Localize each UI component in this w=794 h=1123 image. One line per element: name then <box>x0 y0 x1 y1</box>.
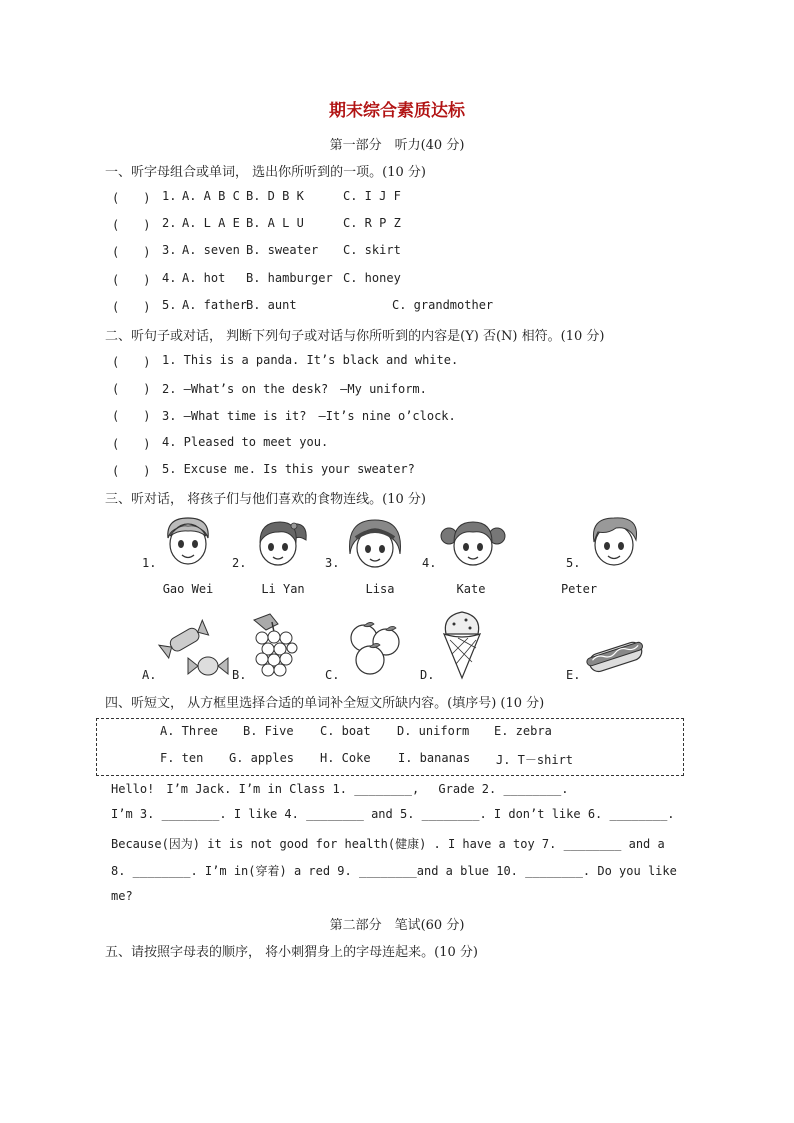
food-letter: A. <box>142 668 157 682</box>
hot-dog-icon <box>584 634 646 676</box>
statement-item: 5. Excuse me. Is this your sweater? <box>162 462 415 476</box>
kid-number: 1. <box>142 556 157 570</box>
answer-parentheses: ( ) <box>112 300 151 314</box>
kid-number: 3. <box>325 556 340 570</box>
option-c: C. I J F <box>343 189 401 203</box>
answer-parentheses: ( ) <box>112 218 151 232</box>
food-letter: B. <box>232 668 247 682</box>
sec2-heading: 二、听句子或对话， 判断下列句子或对话与你所听到的内容是(Y) 否(N) 相符。(10 分) <box>105 329 605 344</box>
food-letter: D. <box>420 668 435 682</box>
answer-parentheses: ( ) <box>112 382 151 396</box>
statement-item: 1. This is a panda. It’s black and white. <box>162 353 459 367</box>
option-b: B. sweater <box>246 243 319 257</box>
passage-line: I’m 3. ________. I like 4. ________ and 5. ________. I don’t like 6. ________. <box>111 807 675 821</box>
kid-name: Peter <box>560 582 598 596</box>
candy-icon <box>156 618 234 680</box>
word-option: B. Five <box>243 724 294 738</box>
answer-parentheses: ( ) <box>112 273 151 287</box>
statement-item: 3. —What time is it? —It’s nine o’clock. <box>162 409 456 423</box>
kid-name: Kate <box>456 582 486 596</box>
statement-item: 2. —What’s on the desk? —My uniform. <box>162 382 427 396</box>
option-a: A. father <box>182 298 248 312</box>
word-option: I. bananas <box>398 751 471 765</box>
word-option: E. zebra <box>494 724 552 738</box>
option-a: A. L A E <box>182 216 240 230</box>
option-a: A. seven <box>182 243 240 257</box>
answer-parentheses: ( ) <box>112 191 151 205</box>
kid-number: 2. <box>232 556 247 570</box>
passage-line: me? <box>111 889 133 903</box>
word-option: F. ten <box>160 751 204 765</box>
word-option: J. T－shirt <box>496 753 574 767</box>
page-title: 期末综合素质达标 <box>329 101 465 121</box>
word-option: H. Coke <box>320 751 371 765</box>
sec4-heading: 四、听短文， 从方框里选择合适的单词补全短文所缺内容。(填序号) (10 分) <box>105 696 545 711</box>
kid-number: 5. <box>566 556 581 570</box>
passage-line: Hello! I’m Jack. I’m in Class 1. ________, Grade 2. ________. <box>111 782 569 796</box>
kid-name: Lisa <box>365 582 395 596</box>
word-option: C. boat <box>320 724 371 738</box>
sec3-heading: 三、听对话， 将孩子们与他们喜欢的食物连线。(10 分) <box>105 492 426 507</box>
answer-parentheses: ( ) <box>112 437 151 451</box>
word-option: A. Three <box>160 724 218 738</box>
option-b: B. hamburger <box>246 271 333 285</box>
option-c: C. honey <box>343 271 401 285</box>
option-a: A. A B C <box>182 189 240 203</box>
part1-heading: 第一部分 听力(40 分) <box>329 138 465 153</box>
boy-peter-face-icon <box>584 512 644 570</box>
statement-item: 4. Pleased to meet you. <box>162 435 329 449</box>
option-c: C. skirt <box>343 243 401 257</box>
part2-heading: 第二部分 笔试(60 分) <box>329 918 465 933</box>
passage-line: 8. ________. I’m in(穿着) a red 9. ________and a blue 10. ________. Do you like <box>111 864 677 878</box>
sec1-heading: 一、听字母组合或单词， 选出你所听到的一项。(10 分) <box>105 165 426 180</box>
word-option: G. apples <box>229 751 295 765</box>
kid-name: Gao Wei <box>162 582 214 596</box>
answer-parentheses: ( ) <box>112 355 151 369</box>
answer-parentheses: ( ) <box>112 464 151 478</box>
option-c: C. grandmother <box>392 298 494 312</box>
option-c: C. R P Z <box>343 216 401 230</box>
word-option: D. uniform <box>397 724 470 738</box>
answer-parentheses: ( ) <box>112 245 151 259</box>
option-a: A. hot <box>182 271 226 285</box>
question-number: 1. <box>162 189 177 203</box>
ice-cream-icon <box>438 606 486 680</box>
apples-icon <box>342 620 406 678</box>
boy-face-icon <box>160 512 216 568</box>
kid-number: 4. <box>422 556 437 570</box>
food-letter: C. <box>325 668 340 682</box>
question-number: 3. <box>162 243 177 257</box>
option-b: B. aunt <box>246 298 297 312</box>
girl-headband-face-icon <box>344 514 406 572</box>
answer-parentheses: ( ) <box>112 409 151 423</box>
girl-pigtails-face-icon <box>440 514 506 570</box>
girl-ponytail-face-icon <box>250 514 310 570</box>
grapes-icon <box>248 610 300 680</box>
question-number: 2. <box>162 216 177 230</box>
option-b: B. D B K <box>246 189 304 203</box>
passage-line: Because(因为) it is not good for health(健康) . I have a toy 7. ________ and a <box>111 837 665 851</box>
question-number: 4. <box>162 271 177 285</box>
option-b: B. A L U <box>246 216 304 230</box>
question-number: 5. <box>162 298 177 312</box>
sec5-heading: 五、请按照字母表的顺序， 将小刺猬身上的字母连起来。(10 分) <box>105 945 478 960</box>
food-letter: E. <box>566 668 581 682</box>
kid-name: Li Yan <box>261 582 305 596</box>
